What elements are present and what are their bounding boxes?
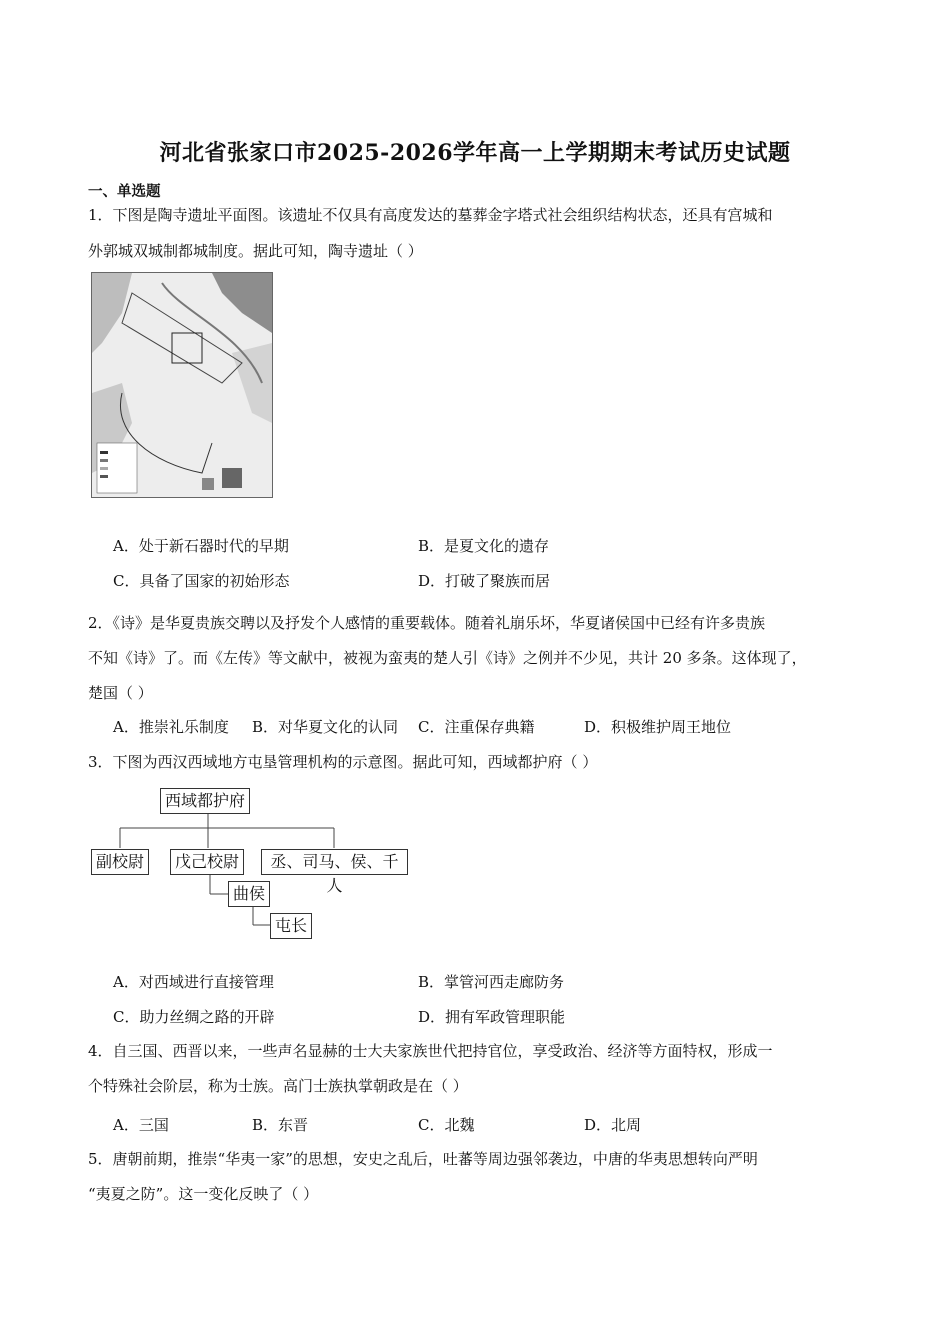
q2-option-b: B．对华夏文化的认同 xyxy=(252,718,399,736)
q3-option-c: C．助力丝绸之路的开辟 xyxy=(113,1008,275,1026)
q3-option-b: B．掌管河西走廊防务 xyxy=(418,973,565,991)
org-left-box: 副校尉 xyxy=(91,849,149,875)
q1-option-c: C．具备了国家的初始形态 xyxy=(113,572,290,590)
q4-option-b: B．东晋 xyxy=(252,1116,309,1134)
exam-title: 河北省张家口市2025-2026学年高一上学期期末考试历史试题 xyxy=(159,140,791,166)
question-4-line-2: 个特殊社会阶层，称为士族。高门士族执掌朝政是在（ ） xyxy=(88,1077,468,1095)
question-4-line-1: 4．自三国、西晋以来，一些声名显赫的士大夫家族世代把持官位，享受政治、经济等方面特权，形成一 xyxy=(88,1042,773,1060)
taosi-site-map xyxy=(91,272,273,498)
q3-option-d: D．拥有军政管理职能 xyxy=(418,1008,566,1026)
question-3-line-1: 3．下图为西汉西域地方屯垦管理机构的示意图。据此可知，西域都护府（ ） xyxy=(88,753,598,771)
question-2-line-2: 不知《诗》了。而《左传》等文献中，被视为蛮夷的楚人引《诗》之例并不少见，共计 20 多条。这体现了， xyxy=(88,649,807,667)
q1-option-a: A．处于新石器时代的早期 xyxy=(113,537,289,555)
q2-option-d: D．积极维护周王地位 xyxy=(584,718,732,736)
org-sub1-box: 曲侯 xyxy=(228,881,270,907)
q4-option-a: A．三国 xyxy=(113,1116,169,1134)
org-root-box: 西域都护府 xyxy=(160,788,250,814)
question-2-line-1: 2．《诗》是华夏贵族交聘以及抒发个人感情的重要载体。随着礼崩乐坏，华夏诸侯国中已经有许多贵族 xyxy=(88,614,766,632)
q1-option-b: B．是夏文化的遗存 xyxy=(418,537,550,555)
org-chart xyxy=(88,784,408,944)
map-figure xyxy=(92,273,272,497)
q2-option-c: C．注重保存典籍 xyxy=(418,718,535,736)
q3-option-a: A．对西域进行直接管理 xyxy=(113,973,274,991)
org-mid-box: 戊己校尉 xyxy=(170,849,244,875)
org-sub2-box: 屯长 xyxy=(270,913,312,939)
question-1-line-2: 外郭城双城制都城制度。据此可知，陶寺遗址（ ） xyxy=(88,242,423,260)
q2-option-a: A．推崇礼乐制度 xyxy=(113,718,229,736)
q4-option-d: D．北周 xyxy=(584,1116,642,1134)
section-heading: 一、单选题 xyxy=(88,183,161,200)
q1-option-d: D．打破了聚族而居 xyxy=(418,572,551,590)
org-right-box: 丞、司马、侯、千人 xyxy=(261,849,408,875)
question-1-line-1: 1．下图是陶寺遗址平面图。该遗址不仅具有高度发达的墓葬金字塔式社会组织结构状态，还具有宫城和 xyxy=(88,206,773,224)
q4-option-c: C．北魏 xyxy=(418,1116,475,1134)
question-2-line-3: 楚国（ ） xyxy=(88,684,153,702)
question-5-line-2: “夷夏之防”。这一变化反映了（ ） xyxy=(88,1185,319,1203)
question-5-line-1: 5．唐朝前期，推崇“华夷一家”的思想，安史之乱后，吐蕃等周边强邻袭边，中唐的华夷思想转向严明 xyxy=(88,1150,758,1168)
